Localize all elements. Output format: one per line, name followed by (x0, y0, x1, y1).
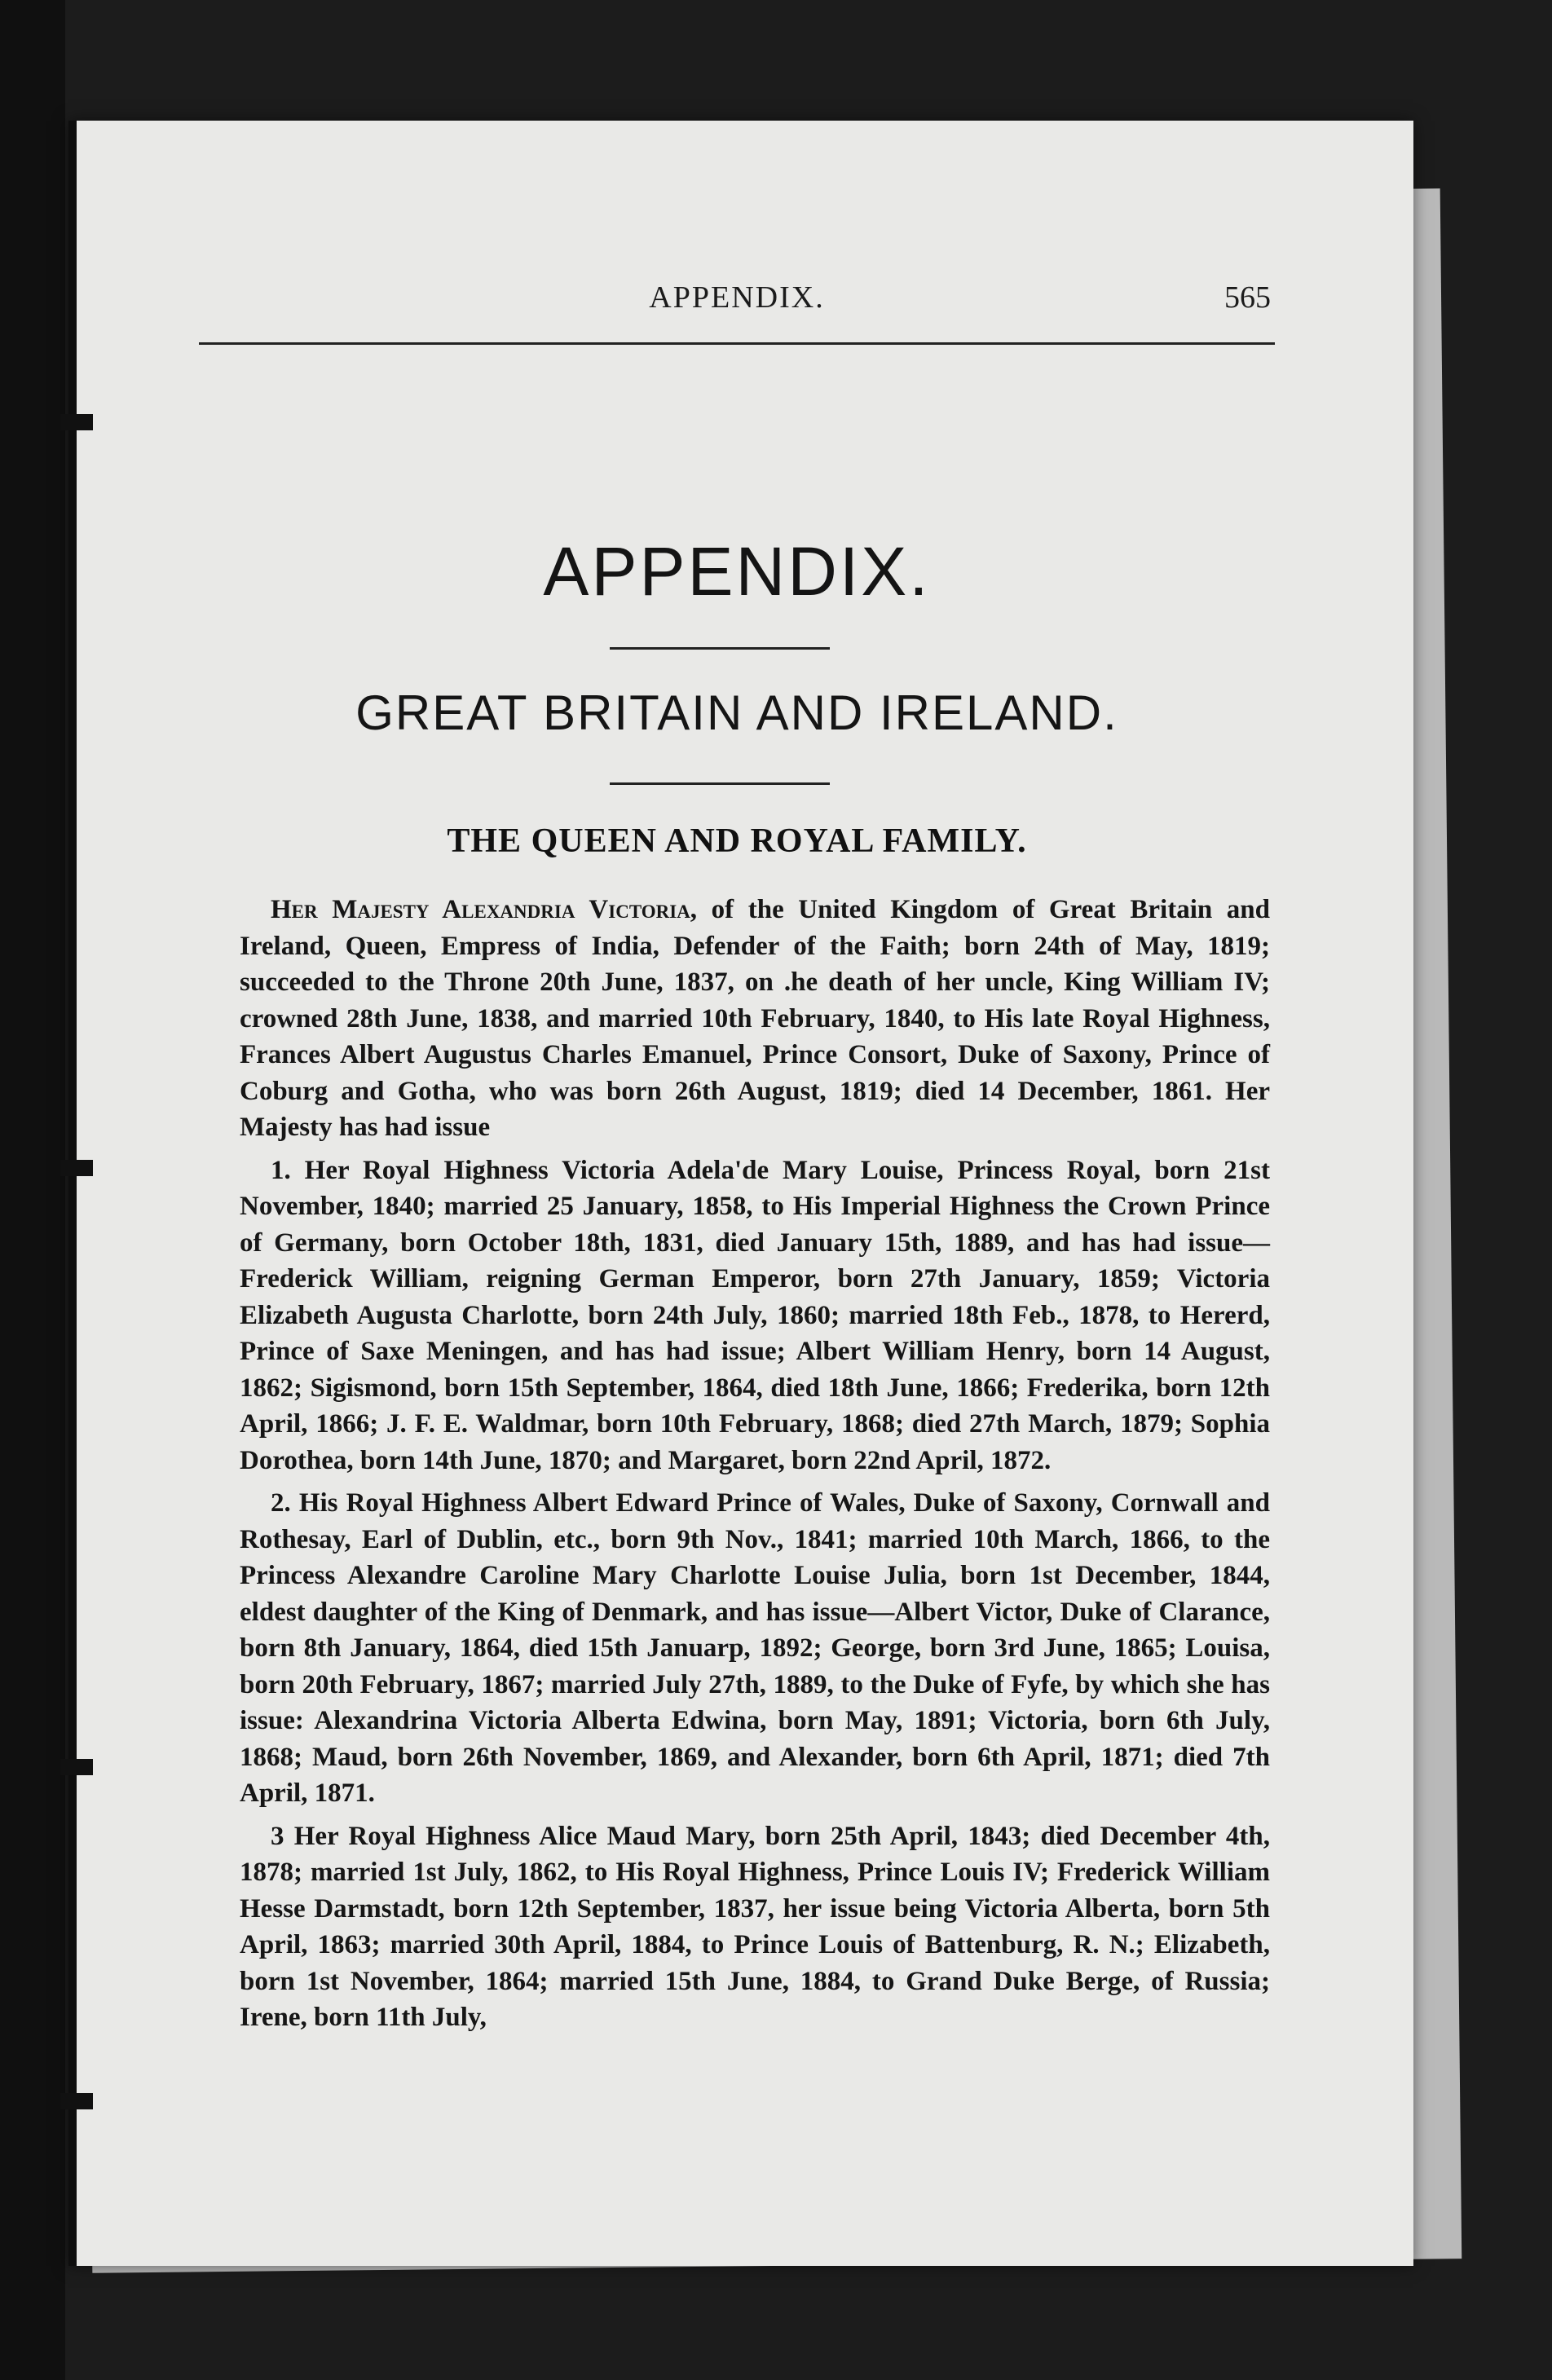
binding-stitch (60, 1759, 93, 1775)
binding-stitch (60, 414, 93, 430)
binding-stitch (60, 2093, 93, 2109)
running-title: APPENDIX. (649, 280, 825, 315)
page-number: 565 (1224, 280, 1271, 315)
running-header (203, 280, 1271, 328)
paragraph-1: 1. Her Royal Highness Victoria Adela'de Mary Louise, Princess Royal, born 21st November, 1840; married 25 January, 1858, to His Imperial Highness the Crown Prince of Germany, born October 18th, 1831, died January 15th, 1889, and has had issue—Frederick William, reigning German Emperor, born 27th January, 1859; Victoria Elizabeth Augusta Charlotte, born 24th July, 1860; married 18th Feb., 1878, to Hererd, Prince of Saxe Meningen, and has had issue; Albert William Henry, born 14 August, 1862; Sigismond, born 15th September, 1864, died 18th June, 1866; Frederika, born 12th April, 1866; J. F. E. Waldmar, born 10th February, 1868; died 27th March, 1879; Sophia Dorothea, born 14th June, 1870; and Margaret, born 22nd April, 1872. (240, 1155, 1270, 1475)
intro-paragraph (240, 892, 1270, 1146)
section-heading: GREAT BRITAIN AND IRELAND. (355, 685, 1118, 740)
book-page (68, 121, 1413, 2266)
body-text (240, 892, 1270, 2036)
intro-lead: Her Majesty Alexandria Victoria, (271, 895, 698, 924)
intro-text: of the United Kingdom of Great Britain and Ireland, Queen, Empress of India, Defender of the Faith; born 24th of May, 1819; succeeded to the Throne 20th June, 1837, on .he death of her uncle, King William IV; crowned 28th June, 1838, and married 10th February, 1840, to His late Royal Highness, Frances Albert Augustus Charles Emanuel, Prince Consort, Duke of Saxony, Prince of Coburg and Gotha, who was born 26th August, 1819; died 14 December, 1861. Her Majesty has had issue (240, 895, 1271, 1142)
subsection-heading: THE QUEEN AND ROYAL FAMILY. (447, 822, 1027, 860)
binding-stitch (60, 1160, 93, 1176)
paragraph-3: 3 Her Royal Highness Alice Maud Mary, born 25th April, 1843; died December 4th, 1878; married 1st July, 1862, to His Royal Highness, Prince Louis IV; Frederick William Hesse Darmstadt, born 12th September, 1837, her issue being Victoria Alberta, born 5th April, 1863; married 30th April, 1884, to Prince Louis of Battenburg, R. N.; Elizabeth, born 1st November, 1864; married 15th June, 1884, to Grand Duke Berge, of Russia; Irene, born 11th July, (240, 1821, 1270, 2032)
header-rule (199, 342, 1275, 345)
background-left (0, 0, 65, 2380)
paragraph-2: 2. His Royal Highness Albert Edward Prince of Wales, Duke of Saxony, Cornwall and Rothesay, Earl of Dublin, etc., born 9th Nov., 1841; married 10th March, 1866, to the Princess Alexandre Caroline Mary Charlotte Louise Julia, born 1st December, 1844, eldest daughter of the King of Denmark, and has issue—Albert Victor, Duke of Clarance, born 8th January, 1864, died 15th Januarp, 1892; George, born 3rd June, 1865; Louisa, born 20th February, 1867; married July 27th, 1889, to the Duke of Fyfe, by which she has issue: Alexandrina Victoria Alberta Edwina, born May, 1891; Victoria, born 6th July, 1868; Maud, born 26th November, 1869, and Alexander, born 6th April, 1871; died 7th April, 1871. (240, 1488, 1270, 1808)
subtitle-divider (610, 782, 830, 785)
title-divider (610, 647, 830, 650)
page-title: APPENDIX. (543, 533, 931, 610)
